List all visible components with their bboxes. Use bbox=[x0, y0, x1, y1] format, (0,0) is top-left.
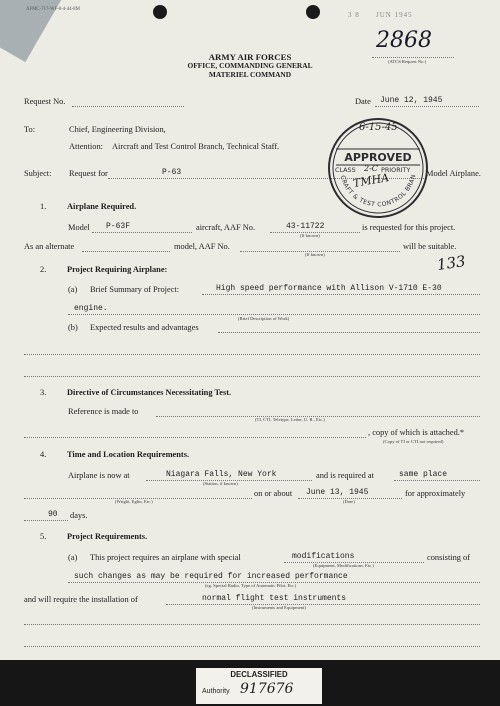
instruments-note: (Instruments and Equipment) bbox=[252, 605, 306, 610]
now-at-value: Niagara Falls, New York bbox=[166, 470, 277, 479]
copy-line bbox=[24, 437, 366, 438]
summary-line2: engine. bbox=[74, 304, 108, 313]
required-at-line bbox=[394, 480, 480, 481]
reference-label: Reference is made to bbox=[68, 407, 139, 416]
item-2a-text: Brief Summary of Project: bbox=[90, 285, 180, 294]
alt-model-label: model, AAF No. bbox=[174, 242, 230, 251]
if-known-note: (If known) bbox=[300, 233, 320, 238]
attention-label: Attention: bbox=[69, 142, 103, 151]
section2-title: Project Requiring Airplane: bbox=[67, 265, 168, 274]
request-no-label: Request No. bbox=[24, 97, 66, 106]
stamp-initials: TMHA bbox=[352, 170, 390, 191]
changes-value: such changes as may be required for increased performance bbox=[74, 572, 348, 581]
declassified-stamp bbox=[196, 668, 322, 704]
approx-label: for approximately bbox=[405, 489, 466, 498]
section5-num: 5. bbox=[40, 532, 47, 541]
consisting-of-label: consisting of bbox=[427, 553, 471, 562]
authority-value: 917676 bbox=[240, 681, 294, 697]
alternate-line bbox=[82, 251, 170, 252]
days-label: days. bbox=[70, 511, 88, 520]
declassified-label: DECLASSIFIED bbox=[230, 670, 288, 679]
section4-title: Time and Location Requirements. bbox=[67, 450, 190, 459]
item-5a-text: This project requires an airplane with special bbox=[90, 553, 241, 562]
header-line2: OFFICE, COMMANDING GENERAL bbox=[187, 61, 313, 70]
punch-hole bbox=[153, 5, 167, 19]
wright-note: (Wright, Eglin, Etc.) bbox=[115, 499, 153, 504]
station-note: (Station, if known) bbox=[203, 481, 238, 486]
required-at-value: same place bbox=[399, 470, 448, 479]
section4-num: 4. bbox=[40, 450, 47, 459]
section1-num: 1. bbox=[40, 202, 47, 211]
received-stamp-date: 3 8 bbox=[348, 11, 360, 19]
atcs-number: 2868 bbox=[376, 28, 432, 53]
alt-if-known-note: (If known) bbox=[305, 252, 325, 257]
model-label: Model bbox=[68, 223, 90, 232]
section3-title: Directive of Circumstances Necessitating Test. bbox=[67, 388, 232, 397]
copy-text: , copy of which is attached.* bbox=[368, 428, 465, 437]
request-model-value: P-63 bbox=[162, 168, 182, 177]
date-value: June 12, 1945 bbox=[380, 96, 443, 105]
install-label: and will require the installation of bbox=[24, 595, 138, 604]
equip-note: (Equipment, Modifications, Etc.) bbox=[313, 563, 374, 568]
stamp-date: 6-15-45 bbox=[359, 122, 398, 133]
atcs-line bbox=[372, 57, 454, 58]
blank-line bbox=[24, 646, 480, 647]
model-value: P-63F bbox=[106, 222, 131, 231]
punch-hole bbox=[306, 5, 320, 19]
header-line3: MATERIEL COMMAND bbox=[208, 70, 292, 79]
model-airplane-label: Model Airplane. bbox=[426, 169, 481, 178]
item-5a-label: (a) bbox=[68, 553, 78, 562]
special-value: modifications bbox=[292, 552, 355, 561]
model-line bbox=[92, 232, 192, 233]
approved-stamp bbox=[327, 117, 429, 219]
date-label: Date bbox=[355, 97, 371, 106]
attention-value: Aircraft and Test Control Branch, Technical Staff. bbox=[112, 142, 280, 151]
alternate-label: As an alternate bbox=[24, 242, 75, 251]
aircraft-label: aircraft, AAF No. bbox=[196, 223, 256, 232]
date-note: (Date) bbox=[343, 499, 355, 504]
authority-label: Authority bbox=[202, 688, 230, 695]
section1-title: Airplane Required. bbox=[67, 202, 137, 211]
aaf-no-value: 43-11722 bbox=[286, 222, 325, 231]
summary-line1: High speed performance with Allison V-1710 E-30 bbox=[216, 284, 442, 293]
stamp-arc-text: CRAFT & TEST CONTROL BRAN bbox=[338, 173, 418, 209]
days-line bbox=[24, 520, 68, 521]
item-2a-label: (a) bbox=[68, 285, 78, 294]
request-for-label: Request for bbox=[69, 169, 108, 178]
form-id: AFMC-717-WF-8-4-44-8M bbox=[26, 7, 80, 12]
blank-line bbox=[24, 624, 480, 625]
section5-title: Project Requirements. bbox=[67, 532, 148, 541]
section3-num: 3. bbox=[40, 388, 47, 397]
header-line1: ARMY AIR FORCES bbox=[208, 52, 292, 62]
expected-results-line bbox=[218, 332, 480, 333]
stamp-approved: APPROVED bbox=[344, 151, 412, 164]
requested-for-text: is requested for this project. bbox=[362, 223, 456, 232]
now-at-label: Airplane is now at bbox=[68, 471, 130, 480]
section2-num: 2. bbox=[40, 265, 47, 274]
item-2b-label: (b) bbox=[68, 323, 78, 332]
stamp-priority: PRIORITY bbox=[381, 166, 411, 174]
request-no-line bbox=[72, 106, 184, 107]
item-2b-text: Expected results and advantages bbox=[90, 323, 199, 332]
install-line bbox=[166, 604, 480, 605]
brief-desc-note: (Brief Description of Work) bbox=[238, 316, 290, 321]
install-value: normal flight test instruments bbox=[202, 594, 347, 603]
to-value: Chief, Engineering Division, bbox=[69, 125, 166, 134]
blank-line bbox=[24, 354, 480, 355]
subject-label: Subject: bbox=[24, 169, 52, 178]
on-about-value: June 13, 1945 bbox=[306, 488, 369, 497]
suitable-text: will be suitable. bbox=[403, 242, 457, 251]
stamp-class: CLASS bbox=[335, 166, 356, 174]
ti-note: (TI, CTI, Teletype, Letter, U. R., Etc.) bbox=[255, 417, 325, 422]
received-stamp: JUN 1945 bbox=[376, 11, 413, 19]
summary-line2-rule bbox=[68, 314, 480, 315]
days-value: 90 bbox=[48, 510, 58, 519]
radio-note: (eg. Special Radio, Type of Automatic Pilot, Etc.) bbox=[205, 583, 297, 588]
date-line bbox=[375, 106, 479, 107]
to-label: To: bbox=[24, 125, 36, 134]
handwritten-note: 133 bbox=[435, 252, 467, 274]
required-at-label: and is required at bbox=[316, 471, 374, 480]
atcs-label: (ATCS Request No.) bbox=[388, 59, 427, 64]
stamp-class-value: 2-C bbox=[364, 164, 378, 173]
blank-line bbox=[24, 376, 480, 377]
copy-note: (Copy of TI or CTI not required) bbox=[383, 439, 444, 444]
on-about-label: on or about bbox=[254, 489, 293, 498]
summary-line1-rule bbox=[202, 294, 480, 295]
